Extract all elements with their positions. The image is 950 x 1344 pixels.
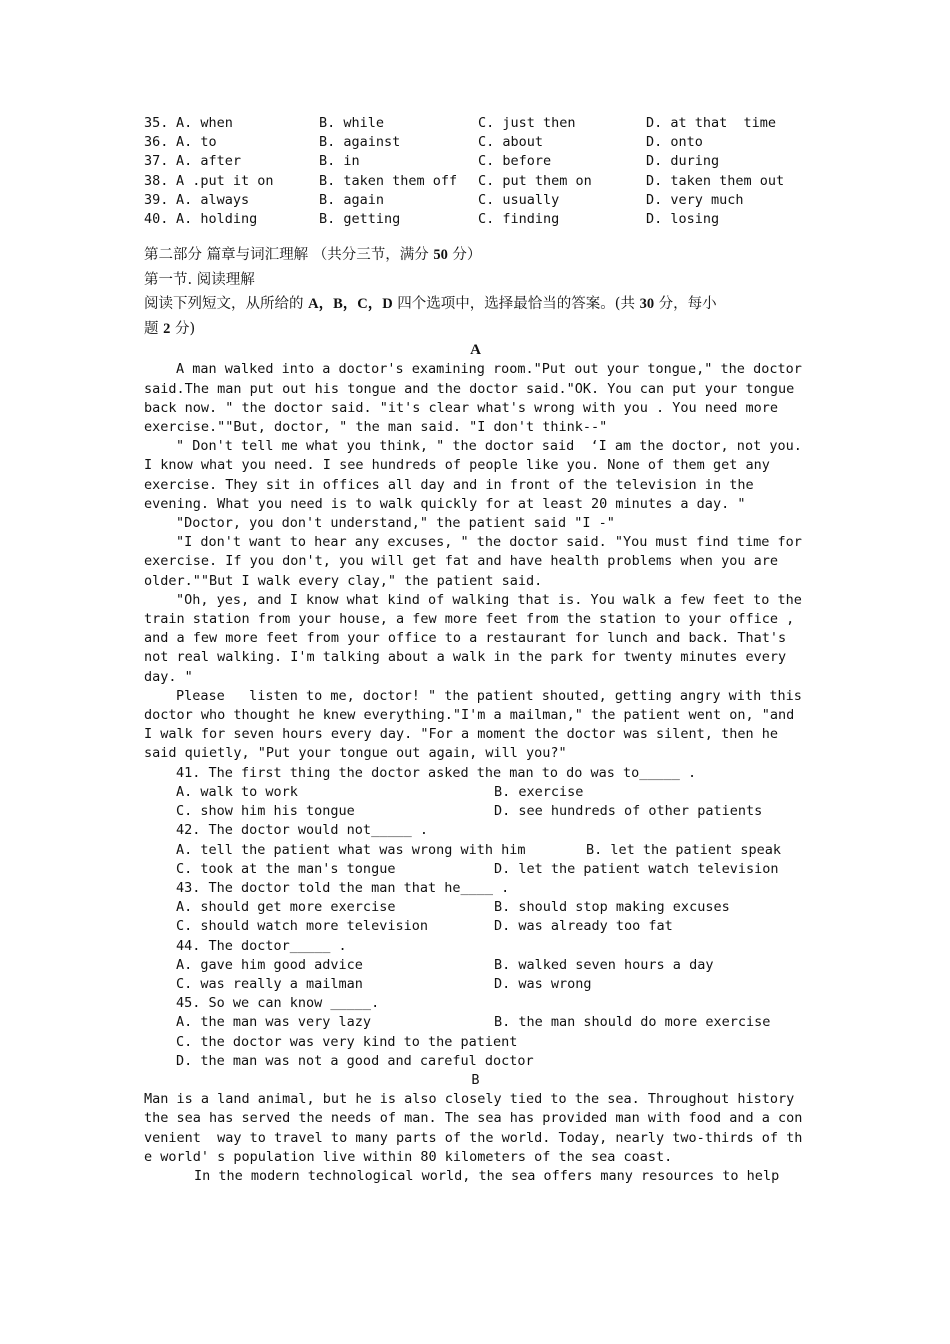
cloze-option-row	[144, 114, 806, 133]
cloze-options-table	[144, 114, 806, 229]
cloze-option-a: A .put it on	[176, 172, 274, 189]
cloze-option-d: D. very much	[646, 191, 744, 208]
section1-heading: 第一节. 阅读理解	[144, 271, 255, 288]
cloze-option-b: B. while	[319, 115, 385, 131]
cloze-option-a: A. holding	[176, 211, 258, 228]
cloze-option-b: B. taken them off	[319, 172, 458, 189]
cloze-option-num: 38.	[144, 172, 169, 189]
question-41-stem: 41. The first thing the doctor asked the man to do was to_____ .	[176, 764, 697, 781]
passage-b-paragraph-1: Man is a land animal, but he is also closely tied to the sea. Throughout history the sea has served the needs of man. The sea has provided man with food and a convenient way to travel to many parts of the world. Today, nearly two-thirds of the world' s population live within 80 kilometers of the sea coast.	[144, 1091, 803, 1165]
question-41-options-row-2: C. show him his tongue D. see hundreds of other patients	[176, 803, 763, 820]
cloze-option-a: A. when	[176, 115, 233, 131]
reading-instructions: 阅读下列短文，从所给的 A，B，C，D 四个选项中，选择最恰当的答案。(共 30 分，每小 题 2 分)	[144, 296, 717, 337]
passage-a-paragraph-1: A man walked into a doctor's examining room."Put out your tongue," the doctor said.The man put out his tongue and the doctor said."OK. You can put your tongue back now. " the doctor said. "it's clear what's wrong with you . You need more exercise.""But, doctor, " the man said. "I don't think--"	[144, 361, 810, 436]
passage-a-paragraph-4: "I don't want to hear any excuses, " the doctor said. "You must find time for exercise. If you don't, you will get fat and have health problems when you are older.""But I walk every clay," the patient said.	[144, 534, 810, 589]
cloze-option-d: D. taken them out	[646, 172, 785, 189]
question-42-options-row-1: A. tell the patient what was wrong with him B. let the patient speak	[176, 841, 782, 858]
cloze-option-row	[144, 152, 806, 171]
question-45-option-d: D. the man was not a good and careful doctor	[176, 1052, 534, 1069]
part2-heading: 第二部分 篇章与词汇理解 （共分三节，满分 50 分）	[144, 247, 482, 264]
question-45-option-c: C. the doctor was very kind to the patient	[176, 1033, 518, 1050]
question-42-options-row-2: C. took at the man's tongue D. let the patient watch television	[176, 860, 779, 877]
question-44-stem: 44. The doctor_____ .	[176, 937, 347, 954]
question-43-options-row-2: C. should watch more television D. was already too fat	[176, 918, 673, 935]
cloze-option-d: D. during	[646, 153, 720, 170]
cloze-option-row	[144, 133, 806, 152]
passage-b-title: B	[471, 1071, 480, 1088]
cloze-option-d: D. onto	[646, 134, 703, 151]
question-44-options-row-2: C. was really a mailman D. was wrong	[176, 975, 592, 992]
question-44-options-row-1: A. gave him good advice B. walked seven hours a day	[176, 956, 714, 973]
question-45-stem: 45. So we can know _____.	[176, 995, 380, 1012]
cloze-option-c: C. usually	[478, 191, 560, 208]
cloze-option-row	[144, 172, 806, 191]
cloze-option-num: 37.	[144, 153, 169, 170]
question-45-options-row-1: A. the man was very lazy B. the man should do more exercise	[176, 1014, 771, 1031]
cloze-option-c: C. finding	[478, 211, 560, 228]
passage-b-paragraph-2: In the modern technological world, the sea offers many resources to help	[194, 1167, 780, 1184]
cloze-option-c: C. about	[478, 134, 544, 151]
cloze-option-a: A. after	[176, 153, 242, 170]
passage-a-title: A	[470, 342, 481, 359]
cloze-option-d: D. losing	[646, 211, 720, 228]
cloze-option-num: 35.	[144, 115, 169, 131]
cloze-option-a: A. always	[176, 191, 250, 208]
cloze-option-num: 40.	[144, 211, 169, 228]
cloze-option-d: D. at that time	[646, 115, 777, 131]
cloze-option-row	[144, 210, 806, 229]
question-43-stem: 43. The doctor told the man that he____ .	[176, 879, 510, 896]
cloze-option-c: C. put them on	[478, 172, 592, 189]
cloze-option-a: A. to	[176, 134, 217, 151]
cloze-option-b: B. against	[319, 134, 401, 151]
cloze-option-num: 36.	[144, 134, 169, 151]
cloze-option-b: B. in	[319, 153, 360, 170]
passage-a-paragraph-2: " Don't tell me what you think, " the doctor said ‘I am the doctor, not you. I know what you need. I see hundreds of people like you. None of them get any exercise. They sit in offices all day and in front of the television in the evening. What you need is to walk quickly for at least 20 minutes a day. "	[144, 438, 810, 512]
cloze-option-c: C. before	[478, 153, 552, 170]
cloze-option-c: C. just then	[478, 115, 576, 131]
passage-a-paragraph-6: Please listen to me, doctor! " the patient shouted, getting angry with this doctor who thought he knew everything."I'm a mailman," the patient went on, "and I walk for seven hours every day. "For a moment the doctor was silent, then he said quietly, "Put your tongue out again, will you?"	[144, 687, 810, 762]
question-41-options-row-1: A. walk to work B. exercise	[176, 783, 584, 800]
exam-page	[144, 114, 810, 1186]
question-43-options-row-1: A. should get more exercise B. should stop making excuses	[176, 899, 730, 916]
passage-a-paragraph-5: "Oh, yes, and I know what kind of walking that is. You walk a few feet to the train station from your house, a few more feet from the station to your office , and a few more feet from your office to a restaurant for lunch and back. That's not real walking. I'm talking about a walk in the park for twenty minutes every day. "	[144, 591, 810, 685]
cloze-option-b: B. again	[319, 191, 385, 208]
cloze-option-row	[144, 191, 806, 210]
question-42-stem: 42. The doctor would not_____ .	[176, 822, 428, 839]
cloze-option-b: B. getting	[319, 211, 401, 228]
cloze-option-num: 39.	[144, 191, 169, 208]
passage-a-paragraph-3: "Doctor, you don't understand," the patient said "I -"	[176, 515, 615, 532]
